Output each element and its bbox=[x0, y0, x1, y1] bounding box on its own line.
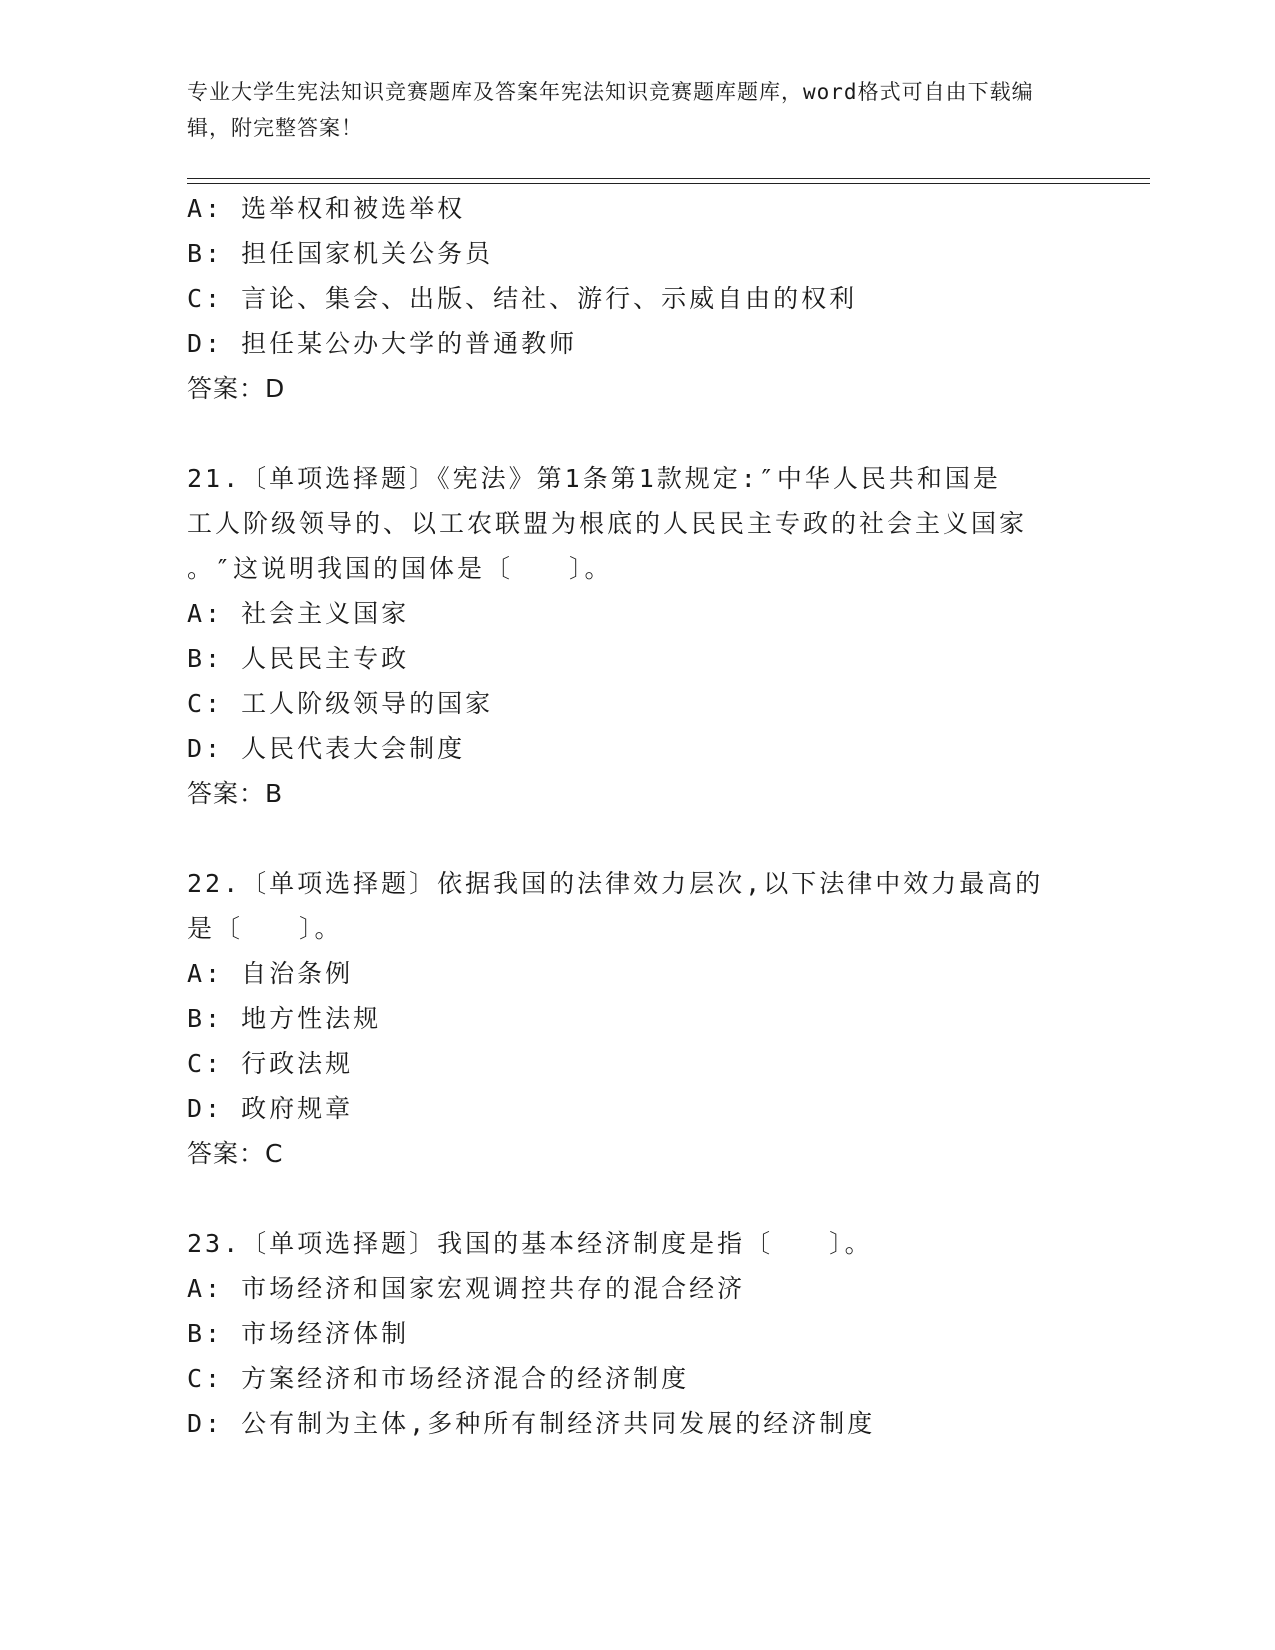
question-21-option-d: D: 人民代表大会制度 bbox=[187, 734, 466, 763]
answer-line: 答案：D bbox=[187, 374, 286, 403]
question-23-option-d: D: 公有制为主体,多种所有制经济共同发展的经济制度 bbox=[187, 1409, 876, 1438]
question-22-option-a: A: 自治条例 bbox=[187, 959, 354, 988]
question-21-answer: 答案：B bbox=[187, 779, 284, 808]
option-c: C: 言论、集会、出版、结社、游行、示威自由的权利 bbox=[187, 284, 858, 313]
question-22-option-b: B: 地方性法规 bbox=[187, 1004, 382, 1033]
question-21-option-c: C: 工人阶级领导的国家 bbox=[187, 689, 494, 718]
question-21-option-b: B: 人民民主专政 bbox=[187, 644, 410, 673]
question-22-stem-line-1: 22.〔单项选择题〕依据我国的法律效力层次,以下法律中效力最高的 bbox=[187, 869, 1044, 898]
question-21-stem-line-2: 工人阶级领导的、以工农联盟为根底的人民民主专政的社会主义国家 bbox=[187, 509, 1028, 538]
question-23-option-a: A: 市场经济和国家宏观调控共存的混合经济 bbox=[187, 1274, 746, 1303]
option-b: B: 担任国家机关公务员 bbox=[187, 239, 494, 268]
question-22-option-d: D: 政府规章 bbox=[187, 1094, 354, 1123]
header-rule-top bbox=[187, 178, 1150, 179]
question-22-option-c: C: 行政法规 bbox=[187, 1049, 354, 1078]
question-21-option-a: A: 社会主义国家 bbox=[187, 599, 410, 628]
option-a: A: 选举权和被选举权 bbox=[187, 194, 466, 223]
question-21-stem-line-3: 。″这说明我国的国体是〔 〕。 bbox=[187, 554, 613, 583]
option-d: D: 担任某公办大学的普通教师 bbox=[187, 329, 578, 358]
question-22-stem-line-2: 是〔 〕。 bbox=[187, 914, 343, 943]
document-header: 专业大学生宪法知识竞赛题库及答案年宪法知识竞赛题库题库，word格式可自由下载编辑，附完整答案！ bbox=[187, 80, 1034, 140]
question-22-answer: 答案：C bbox=[187, 1139, 284, 1168]
question-23-option-b: B: 市场经济体制 bbox=[187, 1319, 410, 1348]
question-23-option-c: C: 方案经济和市场经济混合的经济制度 bbox=[187, 1364, 690, 1393]
question-23-stem-line-1: 23.〔单项选择题〕我国的基本经济制度是指〔 〕。 bbox=[187, 1229, 873, 1258]
question-21-stem-line-1: 21.〔单项选择题〕《宪法》第1条第1款规定:″中华人民共和国是 bbox=[187, 464, 1001, 493]
header-rule-bottom bbox=[187, 183, 1150, 184]
